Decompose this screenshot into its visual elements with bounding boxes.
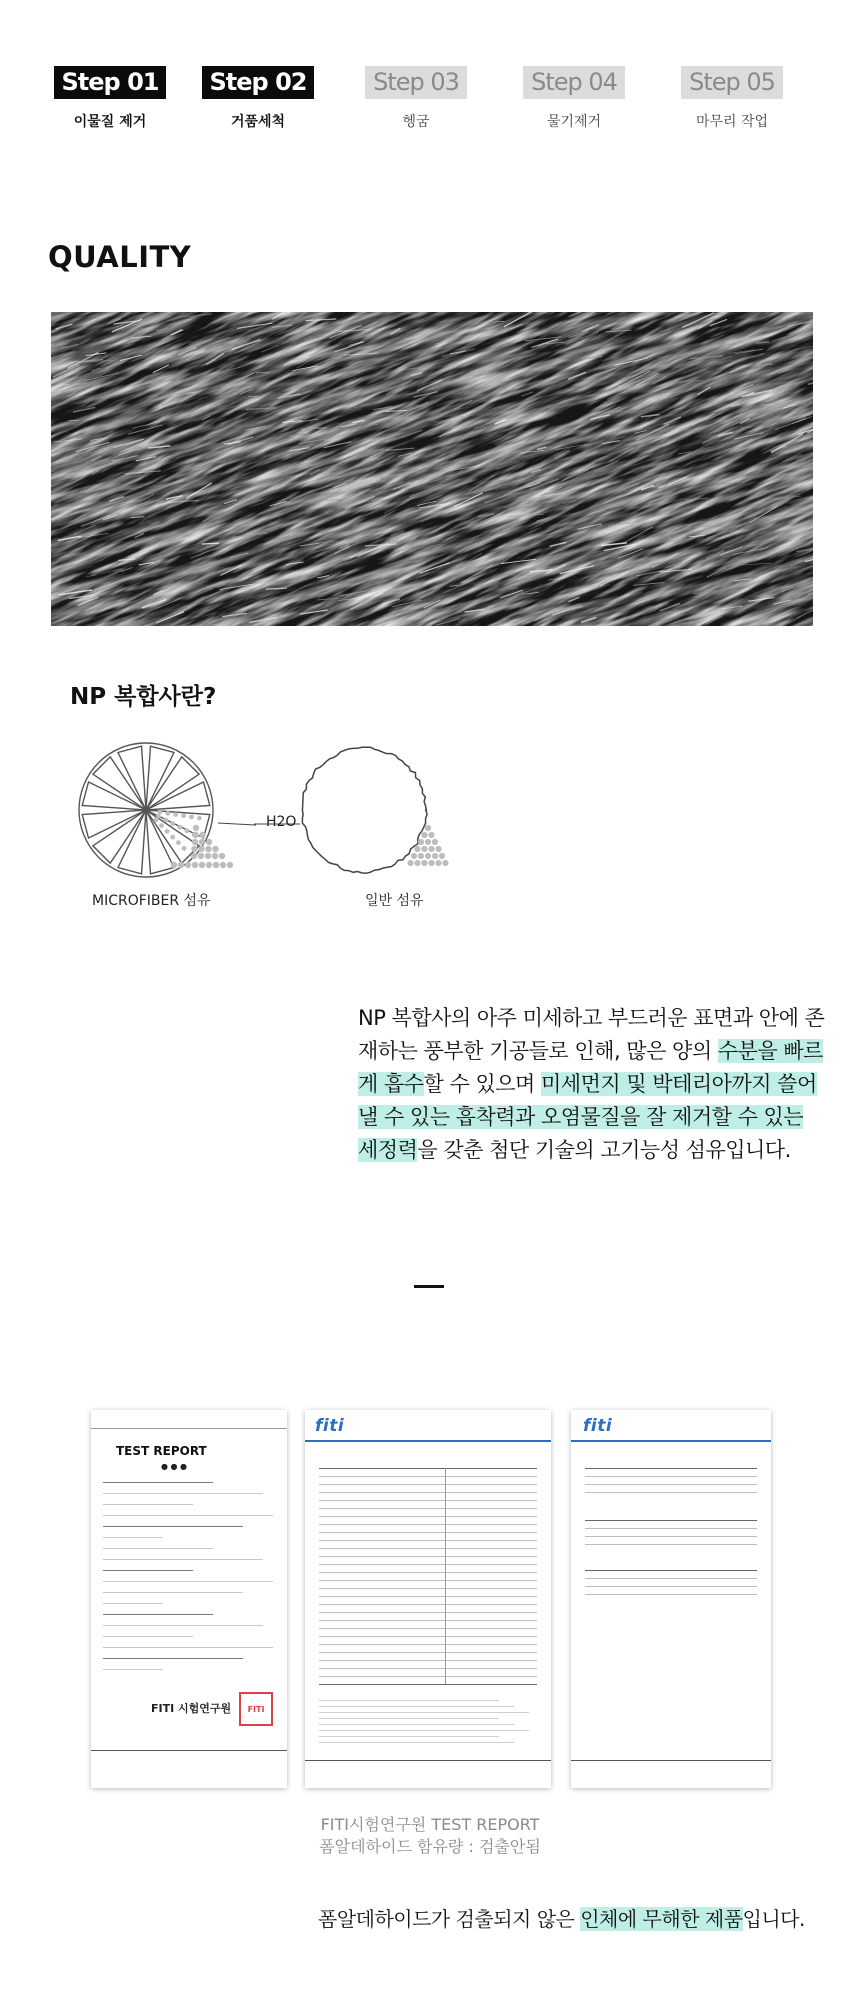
step-progress [0, 66, 860, 136]
fiber-texture-graphic [51, 312, 813, 626]
np-title: NP 복합사란? [70, 684, 217, 710]
report-page-1: TEST REPORT ● ● ● FITI 시험연구원 FITI [91, 1410, 287, 1788]
step-1-label: Step 01 [54, 66, 167, 99]
h2o-leader-line [218, 823, 256, 825]
step-4-label: Step 04 [523, 66, 625, 99]
section-divider [414, 1285, 444, 1288]
fiber-diagram-graphic [70, 728, 530, 888]
desc-highlight-1: 수분을 빠르게 흡수 [358, 1039, 823, 1096]
bottom-statement [318, 1903, 818, 1932]
step-1 [40, 66, 180, 131]
h2o-label: H2O [266, 814, 297, 830]
fiti-logo-2: fiti [583, 1416, 613, 1436]
step-4-sub: 물기제거 [546, 114, 602, 130]
report-org-name: FITI 시험연구원 [151, 1702, 232, 1715]
normal-fiber-label: 일반 섬유 [365, 893, 424, 909]
step-3 [346, 66, 486, 131]
np-description [358, 1002, 828, 1167]
fiber-comparison-diagram [70, 728, 530, 928]
fiti-logo: fiti [315, 1416, 345, 1436]
bottom-part-1: 폼알데하이드가 검출되지 않은 [318, 1907, 581, 1931]
desc-part-1: NP 복합사의 아주 미세하고 부드러운 표면과 안에 존재하는 풍부한 기공들로 인해, 많은 양의 [358, 1006, 825, 1063]
step-5 [662, 66, 802, 131]
step-3-sub: 헹굼 [402, 114, 430, 130]
quality-title: QUALITY [48, 240, 192, 274]
step-3-label: Step 03 [365, 66, 467, 99]
test-report-images [91, 1410, 781, 1788]
desc-part-2: 할 수 있으며 [423, 1072, 542, 1096]
report-title: TEST REPORT [116, 1444, 207, 1458]
step-2-label: Step 02 [202, 66, 315, 99]
normal-water-dots [407, 825, 448, 866]
desc-highlight-2: 미세먼지 및 박테리아까지 쓸어낼 수 있는 흡착력과 오염물질을 잘 제거할 수 있는 세정력 [358, 1072, 817, 1162]
microfiber-label: MICROFIBER 섬유 [92, 893, 211, 909]
report-page-3 [571, 1410, 771, 1788]
step-2-sub: 거품세척 [230, 114, 286, 130]
bottom-highlight: 인체에 무해한 제품 [580, 1907, 743, 1931]
normal-fiber-outline [302, 747, 427, 873]
step-5-label: Step 05 [681, 66, 783, 99]
report-page-2 [305, 1410, 551, 1788]
step-4 [504, 66, 644, 131]
report-caption-result: 폼알데하이드 함유량 : 검출안됨 [319, 1837, 541, 1856]
desc-part-3: 을 갖춘 첨단 기술의 고기능성 섬유입니다. [417, 1138, 791, 1162]
fiber-texture-image [51, 312, 813, 626]
report-caption-title: FITI시험연구원 TEST REPORT [320, 1815, 540, 1834]
step-2 [188, 66, 328, 131]
step-5-sub: 마무리 작업 [695, 114, 769, 130]
bottom-part-2: 입니다. [742, 1907, 805, 1931]
step-1-sub: 이물질 제거 [73, 114, 147, 130]
report-stamp: FITI [239, 1692, 273, 1726]
